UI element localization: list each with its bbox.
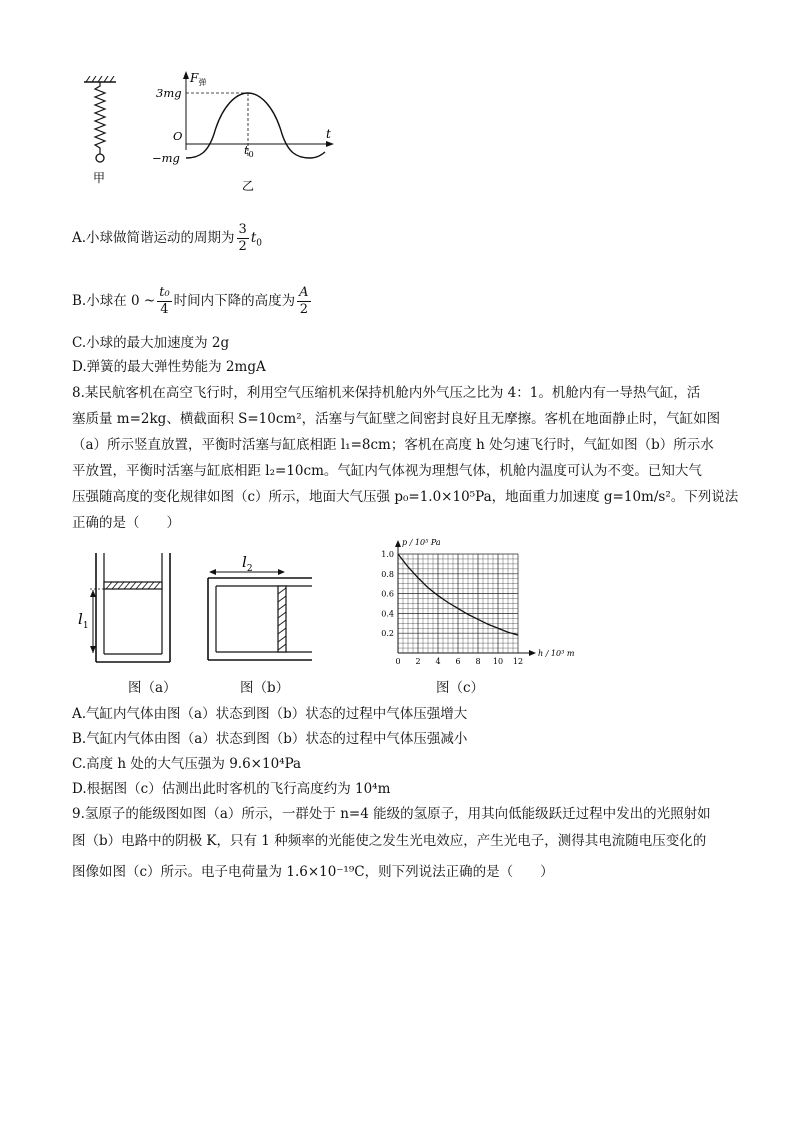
label-t0-sub: 0 bbox=[248, 150, 254, 159]
x-tick-label: 8 bbox=[475, 657, 481, 666]
label-yi: 乙 bbox=[242, 179, 255, 193]
label-3mg: 3mg bbox=[156, 86, 182, 100]
caption-c: 图（c） bbox=[436, 680, 485, 696]
y-tick-label: 0.2 bbox=[381, 629, 394, 639]
l2-arrow-right bbox=[278, 569, 285, 575]
y-tick-label: 1.0 bbox=[381, 550, 394, 559]
q7-a-fraction bbox=[237, 222, 249, 255]
q7-b-text: B.小球在 bbox=[72, 293, 127, 309]
y-tick-label: 0.6 bbox=[381, 589, 394, 599]
q9-line3: 图像如图（c）所示。电子电荷量为 1.6×10⁻¹⁹C，则下列说法正确的是（ ） bbox=[72, 864, 554, 880]
q8-option-d: D.根据图（c）估测出此时客机的飞行高度约为 10⁴m bbox=[72, 781, 391, 797]
q8-stem-line2: 塞质量 m=2kg、横截面积 S=10cm²，活塞与气缸壁之间密封良好且无摩擦。客机在地面静止时，气缸如图 bbox=[72, 411, 721, 427]
q7-b-fraction2 bbox=[297, 285, 310, 318]
q9-line2: 图（b）电路中的阴极 K，只有 1 种频率的光能使之发生光电效应，产生光电子，测得其电流随电压变化的 bbox=[72, 833, 707, 849]
l1-arrow-top bbox=[90, 590, 96, 597]
svg-text:l1 bbox=[78, 610, 89, 631]
caption-b: 图（b） bbox=[240, 680, 290, 696]
q7-b-denominator: 4 bbox=[160, 302, 169, 317]
y-arrow bbox=[183, 71, 189, 79]
y-tick-label: 0.8 bbox=[381, 569, 394, 579]
q7-a-denominator: 2 bbox=[238, 239, 247, 254]
pressure-altitude-chart bbox=[366, 536, 576, 670]
q8-stem-line4: 平放置，平衡时活塞与缸底相距 l₂=10cm。气缸内气体视为理想气体，机舱内温度可认为不变。已知大气 bbox=[72, 463, 702, 479]
q7-option-d: D.弹簧的最大弹性势能为 2mgA bbox=[72, 359, 266, 375]
y-axis-label-sub: 弹 bbox=[198, 78, 207, 87]
q7-b-fraction bbox=[157, 285, 171, 318]
x-axis-title: h / 10³ m bbox=[538, 649, 575, 658]
label-neg-mg: −mg bbox=[152, 151, 180, 165]
ceiling-hatch bbox=[86, 76, 114, 82]
piston-b bbox=[278, 586, 286, 652]
x-axis-arrow bbox=[529, 650, 536, 656]
q8-option-c: C.高度 h 处的大气压强为 9.6×10⁴Pa bbox=[72, 756, 302, 772]
force-time-graph bbox=[150, 68, 340, 196]
q7-option-b bbox=[72, 285, 313, 318]
label-l1: l bbox=[78, 610, 83, 628]
q7-b-denominator2: 2 bbox=[299, 302, 308, 317]
y-axis-label: F bbox=[190, 71, 199, 85]
x-arrow bbox=[326, 141, 334, 147]
q8-option-a: A.气缸内气体由图（a）状态到图（b）状态的过程中气体压强增大 bbox=[72, 706, 468, 722]
x-tick-label: 12 bbox=[512, 657, 524, 666]
q7-b-numerator2: A bbox=[299, 285, 309, 300]
q7-b-numerator: t₀ bbox=[159, 285, 170, 300]
label-l2-sub: 2 bbox=[246, 564, 253, 574]
y-axis-arrow bbox=[395, 540, 401, 547]
q7-option-a bbox=[72, 222, 262, 256]
label-l1-sub: 1 bbox=[82, 621, 89, 631]
label-t: t bbox=[326, 127, 331, 141]
cylinder-figure-b bbox=[200, 550, 320, 668]
q8-stem-line1: 8.某民航客机在高空飞行时，利用空气压缩机来保持机舱内外气压之比为 4：1。机舱内有一导热气缸，活 bbox=[72, 385, 701, 401]
x-tick-label: 6 bbox=[455, 657, 461, 666]
q7-a-t: t bbox=[250, 230, 257, 246]
svg-text:t0 bbox=[244, 143, 254, 159]
label-l2: l bbox=[242, 553, 247, 571]
q7-b-mid: 时间内下降的高度为 bbox=[173, 293, 296, 309]
l1-arrow-bottom bbox=[90, 646, 96, 653]
spring-figure bbox=[80, 76, 120, 186]
ball bbox=[96, 154, 104, 162]
cylinder-figure-a bbox=[78, 550, 188, 668]
x-tick-label: 4 bbox=[435, 657, 441, 666]
x-tick-label: 10 bbox=[492, 657, 504, 666]
q7-b-zero: 0 ~ bbox=[131, 293, 156, 309]
l2-arrow-left bbox=[209, 569, 216, 575]
q8-stem-line3: （a）所示竖直放置，平衡时活塞与缸底相距 l₁=8cm；客机在高度 h 处匀速飞行时，气缸如图（b）所示水 bbox=[72, 437, 714, 453]
q9-line1: 9.氢原子的能级图如图（a）所示，一群处于 n=4 能级的氢原子，用其向低能级跃迁过程中发出的光照射如 bbox=[72, 806, 711, 822]
q7-a-text: A.小球做简谐运动的周期为 bbox=[72, 230, 235, 246]
q8-stem-line6: 正确的是（ ） bbox=[72, 515, 180, 531]
svg-text:l2 bbox=[242, 553, 253, 574]
spring-coil bbox=[95, 82, 105, 154]
svg-text:F弹 bbox=[189, 71, 206, 87]
label-jia: 甲 bbox=[93, 171, 106, 185]
q7-a-t-sub: 0 bbox=[256, 238, 262, 249]
label-t0: t bbox=[244, 143, 249, 157]
q8-option-b: B.气缸内气体由图（a）状态到图（b）状态的过程中气体压强减小 bbox=[72, 731, 468, 747]
q7-option-c: C.小球的最大加速度为 2g bbox=[72, 335, 230, 351]
x-tick-label: 0 bbox=[395, 657, 401, 666]
y-axis-title: p / 10⁵ Pa bbox=[402, 538, 441, 547]
caption-a: 图（a） bbox=[128, 680, 177, 696]
x-tick-label: 2 bbox=[415, 657, 421, 666]
q7-a-numerator: 3 bbox=[238, 222, 247, 237]
y-tick-label: 0.4 bbox=[381, 609, 394, 619]
force-curve bbox=[186, 93, 325, 158]
label-origin: O bbox=[173, 129, 183, 143]
q8-stem-line5: 压强随高度的变化规律如图（c）所示，地面大气压强 p₀=1.0×10⁵Pa，地面重力加速度 g=10m/s²。下列说法 bbox=[72, 489, 739, 505]
